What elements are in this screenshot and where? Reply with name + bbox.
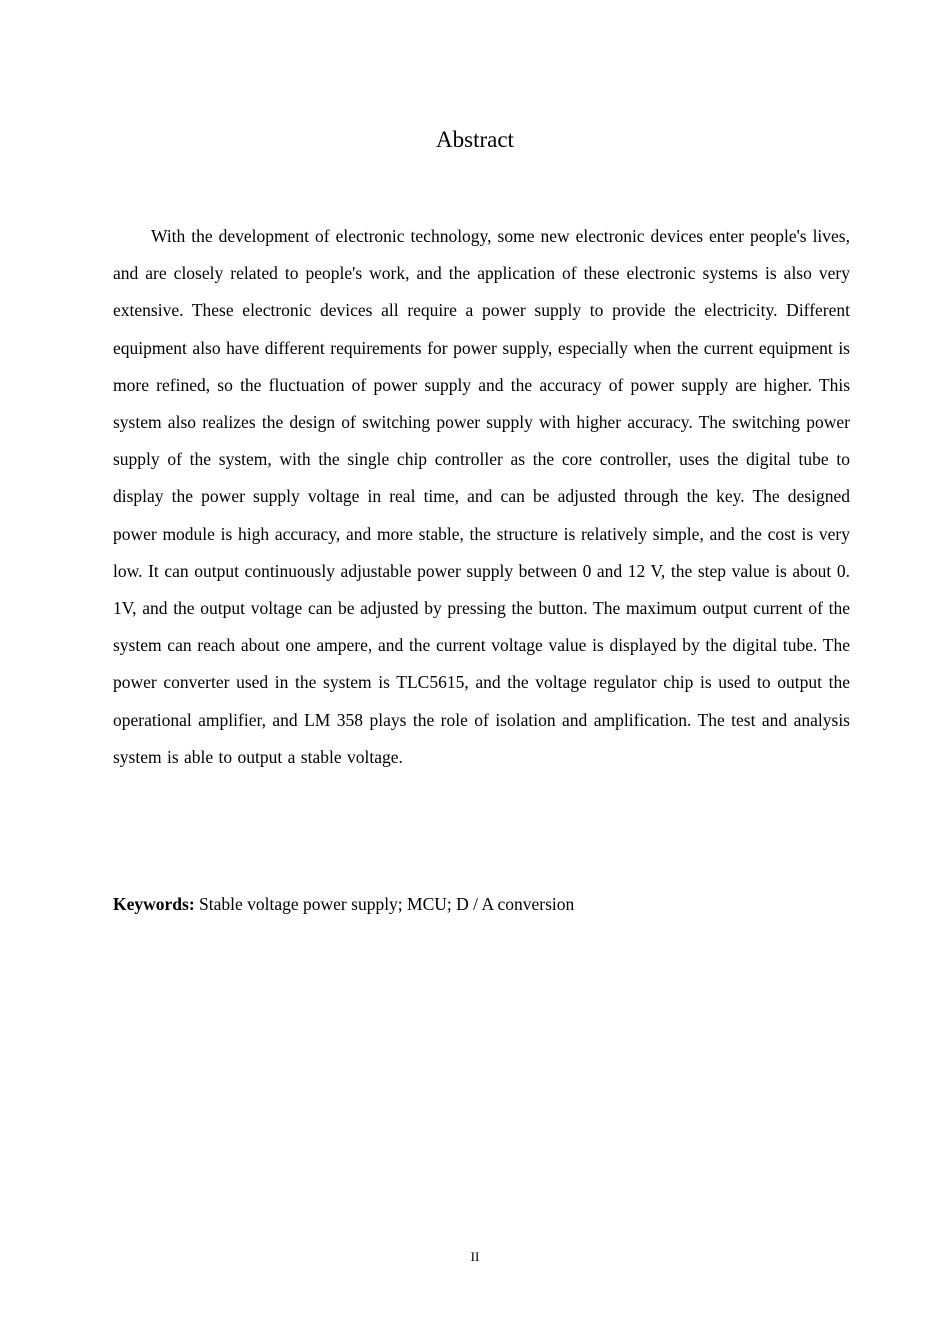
page-number: II xyxy=(470,1249,480,1264)
page-title: Abstract xyxy=(436,127,514,152)
keywords-text: Stable voltage power supply; MCU; D / A conversion xyxy=(194,894,575,914)
keywords-line xyxy=(113,886,850,923)
keywords-label: Keywords: xyxy=(113,894,195,914)
abstract-paragraph: With the development of electronic technology, some new electronic devices enter people's lives, and are closely related to people's work, and the application of these electronic systems is also very extensive. These electronic devices all require a power supply to provide the electricity. Different equipment also have different requirements for power supply, especially when the current equipment is more refined, so the fluctuation of power supply and the accuracy of power supply are higher. This system also realizes the design of switching power supply with higher accuracy. The switching power supply of the system, with the single chip controller as the core controller, uses the digital tube to display the power supply voltage in real time, and can be adjusted through the key. The designed power module is high accuracy, and more stable, the structure is relatively simple, and the cost is very low. It can output continuously adjustable power supply between 0 and 12 V, the step value is about 0. 1V, and the output voltage can be adjusted by pressing the button. The maximum output current of the system can reach about one ampere, and the current voltage value is displayed by the digital tube. The power converter used in the system is TLC5615, and the voltage regulator chip is used to output the operational amplifier, and LM 358 plays the role of isolation and amplification. The test and analysis system is able to output a stable voltage. xyxy=(113,226,850,767)
